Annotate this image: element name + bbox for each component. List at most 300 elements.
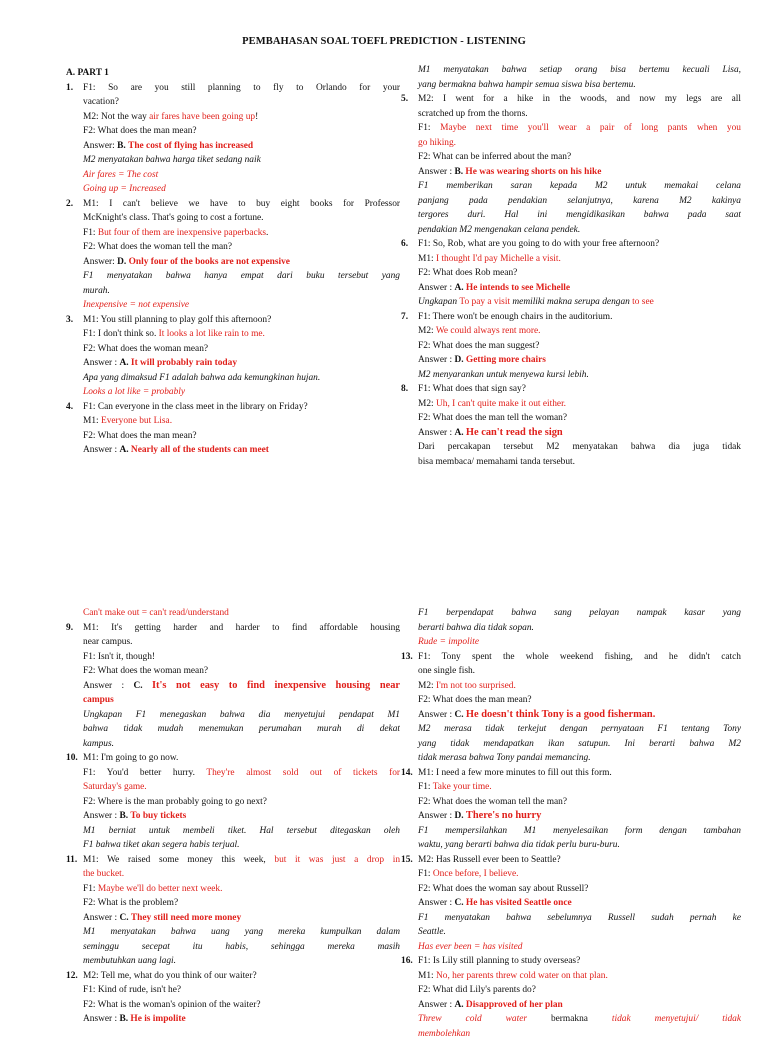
text-line (401, 795, 741, 810)
text-segment: He was wearing shorts on his hike (465, 167, 601, 177)
left-column-top (66, 66, 400, 458)
text-line (401, 998, 741, 1013)
question-number: 16. (401, 954, 418, 969)
line-text: F2: Where is the man probably going to go next? (83, 797, 267, 807)
text-line (401, 165, 741, 180)
question-number: 9. (66, 621, 83, 636)
line-text: membutuhkan uang lagi. (83, 956, 176, 966)
text-segment: M2: (418, 681, 436, 691)
text-segment: air fares have been going up (149, 112, 255, 122)
question-line (401, 954, 741, 969)
text-line (401, 266, 741, 281)
text-segment: Nearly all of the students can meet (131, 445, 269, 455)
line-text: M2: Tell me, what do you think of our waiter? (83, 971, 257, 981)
line-text: Air fares = The cost (83, 170, 158, 180)
text-line (66, 124, 400, 139)
text-line (401, 679, 741, 694)
line-text: F2: What does the man mean? (418, 695, 532, 705)
text-segment: Answer: (83, 141, 117, 151)
text-segment (143, 681, 152, 691)
text-line (66, 414, 400, 429)
text-segment: Answer : (418, 1000, 454, 1010)
text-segment: M2: Not the way (83, 112, 149, 122)
line-text: F2: What does Rob mean? (418, 268, 517, 278)
text-segment: F1: (418, 123, 440, 133)
text-segment: Take your time. (433, 782, 492, 792)
text-segment: A. (454, 283, 463, 293)
text-line (66, 95, 400, 110)
text-segment: C. (454, 710, 463, 720)
text-segment: M1: (418, 971, 436, 981)
line-text: Apa yang dimaksud F1 adalah bahwa ada kemungkinan hujan. (83, 373, 320, 383)
text-segment: Answer : (83, 358, 119, 368)
text-segment: He doesn't think Tony is a good fisherman. (466, 709, 655, 720)
text-segment: F1: (418, 782, 433, 792)
text-line (66, 327, 400, 342)
line-text: Ungkapan F1 menegaskan bahwa dia menyetujui pendapat M1 (83, 710, 400, 720)
line-text: F2: What is the problem? (83, 898, 178, 908)
text-segment: They're almost sold out of tickets for (206, 768, 400, 778)
line-text: the bucket. (83, 869, 124, 879)
text-segment: Everyone but Lisa. (101, 416, 172, 426)
text-line (66, 635, 400, 650)
line-text: Saturday's game. (83, 782, 147, 792)
text-segment: To buy tickets (130, 811, 186, 821)
text-line (401, 969, 741, 984)
line-text: F1 menyatakan bahwa hanya empat dari buku tersebut yang (83, 271, 400, 281)
right-column-top (401, 63, 741, 469)
question-line (66, 969, 400, 984)
line-text: F2: What can be inferred about the man? (418, 152, 571, 162)
text-segment: Answer : (83, 445, 119, 455)
line-text: vacation? (83, 97, 119, 107)
line-text: M2 menyarankan untuk menyewa kursi lebih. (418, 370, 589, 380)
question-number: 10. (66, 751, 83, 766)
question-line (401, 766, 741, 781)
text-segment: Answer : (418, 283, 454, 293)
line-text: berarti bahwa dia tidak sopan. (418, 623, 534, 633)
text-line (401, 911, 741, 926)
text-segment: Answer : (418, 811, 454, 821)
line-text: M2 menyatakan bahwa harga tiket sedang naik (83, 155, 261, 165)
line-text: kampus. (83, 739, 114, 749)
question-line (66, 197, 400, 212)
text-segment: I'm not too surprised. (436, 681, 516, 691)
text-segment: Answer : (418, 710, 454, 720)
line-text: F1: Tony spent the whole weekend fishing, and he didn't catch (418, 652, 741, 662)
text-line (66, 983, 400, 998)
text-segment: . (266, 228, 268, 238)
line-text: F1: There won't be enough chairs in the auditorium. (418, 312, 612, 322)
text-line (66, 211, 400, 226)
line-text: F2: What does the man mean? (83, 126, 197, 136)
question-line (66, 751, 400, 766)
line-text: M1: You still planning to play golf this afternoon? (83, 315, 271, 325)
line-text: go hiking. (418, 138, 456, 148)
question-number: 6. (401, 237, 418, 252)
text-line (66, 255, 400, 270)
text-line (66, 139, 400, 154)
text-segment: Answer : (83, 681, 134, 691)
text-line (66, 824, 400, 839)
text-line (66, 269, 400, 284)
text-line (66, 911, 400, 926)
right-column-bottom (401, 606, 741, 1041)
text-line (401, 940, 741, 955)
text-segment: B. (119, 1014, 128, 1024)
text-segment: Answer : (418, 167, 454, 177)
text-segment: There's no hurry (466, 810, 541, 821)
text-segment: He can't read the sign (466, 427, 563, 438)
text-segment: D. (454, 811, 463, 821)
text-segment: memiliki makna serupa dengan (510, 297, 632, 307)
question-line (401, 382, 741, 397)
line-text: seminggu secepat itu habis, sehingga mereka masih (83, 942, 400, 952)
text-line (401, 339, 741, 354)
text-line (401, 824, 741, 839)
text-segment: M1: (418, 254, 436, 264)
question-line (401, 853, 741, 868)
text-segment: They still need more money (131, 913, 241, 923)
question-line (66, 313, 400, 328)
line-text: F2: What does the woman tell the man? (83, 242, 232, 252)
text-segment: Once before, I believe. (433, 869, 519, 879)
text-line (401, 737, 741, 752)
text-segment: But four of them are inexpensive paperbacks (98, 228, 266, 238)
text-line (401, 107, 741, 122)
line-text: bahwa tidak mudah menemukan perumahan murah di dekat (83, 724, 400, 734)
text-line (401, 179, 741, 194)
text-segment: Only four of the books are not expensive (129, 257, 290, 267)
line-text: M1 menyatakan bahwa setiap orang bisa bertemu kecuali Lisa, (418, 65, 741, 75)
text-line (66, 240, 400, 255)
line-text: F1: So are you still planning to fly to Orlando for your (83, 83, 400, 93)
text-line (401, 208, 741, 223)
text-segment: Maybe we'll do better next week. (98, 884, 223, 894)
text-line (401, 368, 741, 383)
line-text: Looks a lot like = probably (83, 387, 185, 397)
text-segment: Answer : (83, 913, 119, 923)
text-segment: Disapproved of her plan (466, 1000, 563, 1010)
line-text: M1 berniat untuk membeli tiket. Hal tersebut ditegaskan oleh (83, 826, 400, 836)
text-segment: Answer : (418, 898, 454, 908)
text-segment: Ungkapan (418, 297, 459, 307)
line-text: scratched up from the thorns. (418, 109, 528, 119)
line-text: near campus. (83, 637, 132, 647)
text-segment: F1: You'd better hurry. (83, 768, 206, 778)
line-text: membolehkan (418, 1029, 470, 1039)
line-text: yang tidak mendapatkan ikan satupun. Ini berarti bahwa M2 (418, 739, 741, 749)
text-segment: bermakna (527, 1014, 612, 1024)
line-text: one single fish. (418, 666, 475, 676)
line-text: waktu, yang berarti bahwa dia tidak perlu buru-buru. (418, 840, 620, 850)
text-segment: M2: (418, 399, 436, 409)
text-line (66, 737, 400, 752)
text-segment: Answer : (83, 811, 119, 821)
line-text: Rude = impolite (418, 637, 479, 647)
text-line (66, 385, 400, 400)
text-line (66, 940, 400, 955)
text-line (401, 397, 741, 412)
line-text: F1: What does that sign say? (418, 384, 526, 394)
line-text: F1: Isn't it, though! (83, 652, 155, 662)
text-segment: D. (117, 257, 126, 267)
text-line (401, 455, 741, 470)
text-segment: Threw cold water (418, 1014, 527, 1024)
line-text: F1 bahwa tiket akan segera habis terjual. (83, 840, 240, 850)
text-segment: M1: (83, 416, 101, 426)
text-line (66, 153, 400, 168)
text-segment: Answer : (418, 428, 454, 438)
question-number: 4. (66, 400, 83, 415)
page-title: PEMBAHASAN SOAL TOEFL PREDICTION - LISTENING (0, 36, 768, 47)
text-line (401, 1012, 741, 1027)
text-line (401, 194, 741, 209)
text-line (401, 722, 741, 737)
text-line (66, 371, 400, 386)
question-number: 5. (401, 92, 418, 107)
text-segment: C. (134, 681, 143, 691)
line-text: F2: What is the woman's opinion of the waiter? (83, 1000, 261, 1010)
line-text: M2: I went for a hike in the woods, and now my legs are all (418, 94, 741, 104)
line-text: F1 berpendapat bahwa sang pelayan nampak kasar yang (418, 608, 741, 618)
left-column-bottom (66, 606, 400, 1027)
text-line (66, 226, 400, 241)
text-segment: He is impolite (130, 1014, 185, 1024)
text-line (66, 896, 400, 911)
line-text: Dari percakapan tersebut M2 menyatakan bahwa dia juga tidak (418, 442, 741, 452)
question-number: 12. (66, 969, 83, 984)
text-segment: He has visited Seattle once (466, 898, 572, 908)
text-line (401, 606, 741, 621)
line-text: F2: What does the woman mean? (83, 666, 208, 676)
text-segment: No, her parents threw cold water on that plan. (436, 971, 608, 981)
question-line (66, 621, 400, 636)
text-segment: M2: (418, 326, 436, 336)
text-segment: B. (119, 811, 128, 821)
text-line (401, 324, 741, 339)
text-line (401, 635, 741, 650)
line-text: tidak merasa bahwa Tony pandai memancing. (418, 753, 591, 763)
question-number: 2. (66, 197, 83, 212)
line-text: F1 memberikan saran kepada M2 untuk memakai celana (418, 181, 741, 191)
text-segment: It looks a lot like rain to me. (159, 329, 265, 339)
text-segment: F1: I don't think so. (83, 329, 159, 339)
text-line (66, 284, 400, 299)
text-line (66, 693, 400, 708)
text-line (66, 780, 400, 795)
text-line (401, 150, 741, 165)
line-text: M1 menyatakan bahwa uang yang mereka kumpulkan dalam (83, 927, 400, 937)
line-text: F2: What did Lily's parents do? (418, 985, 536, 995)
line-text: Inexpensive = not expensive (83, 300, 189, 310)
text-line (66, 182, 400, 197)
line-text: campus (83, 695, 114, 705)
text-line (66, 443, 400, 458)
line-text: M1: I can't believe we have to buy eight books for Professor (83, 199, 400, 209)
text-line (401, 252, 741, 267)
text-line (66, 110, 400, 125)
line-text: F1: Is Lily still planning to study overseas? (418, 956, 580, 966)
text-segment: I thought I'd pay Michelle a visit. (436, 254, 561, 264)
text-segment: Maybe next time you'll wear a pair of long pants when you (440, 123, 741, 133)
text-line (401, 693, 741, 708)
question-number: 15. (401, 853, 418, 868)
text-line (401, 1027, 741, 1041)
text-segment: The cost of flying has increased (128, 141, 253, 151)
text-segment: D. (454, 355, 463, 365)
text-segment: Answer: (83, 257, 117, 267)
question-number: 7. (401, 310, 418, 325)
text-line (401, 708, 741, 723)
text-line (66, 664, 400, 679)
text-line (401, 353, 741, 368)
question-line (401, 237, 741, 252)
text-line (66, 708, 400, 723)
text-line (401, 78, 741, 93)
text-line (66, 867, 400, 882)
text-segment: B. (454, 167, 463, 177)
text-line (66, 1012, 400, 1027)
text-line (66, 722, 400, 737)
line-text: F2: What does the woman say about Russell? (418, 884, 588, 894)
line-text: F1 menyatakan bahwa sebelumnya Russell sudah pernah ke (418, 913, 741, 923)
line-text: F2: What does the man mean? (83, 431, 197, 441)
question-number: 13. (401, 650, 418, 665)
text-line (401, 121, 741, 136)
text-segment: A. (119, 358, 128, 368)
line-text: pendakian M2 mengenakan celana pendek. (418, 225, 580, 235)
question-line (66, 400, 400, 415)
text-line (401, 223, 741, 238)
text-line (66, 429, 400, 444)
text-segment: A. (119, 445, 128, 455)
question-line (401, 92, 741, 107)
text-line (66, 809, 400, 824)
text-line (66, 998, 400, 1013)
text-segment: We could always rent more. (436, 326, 541, 336)
question-number: 11. (66, 853, 83, 868)
question-line (401, 650, 741, 665)
text-segment: Getting more chairs (466, 355, 546, 365)
text-segment: F1: (83, 884, 98, 894)
question-number: 1. (66, 81, 83, 96)
line-text: M2: Has Russell ever been to Seattle? (418, 855, 561, 865)
question-number: 8. (401, 382, 418, 397)
text-segment: A. (454, 1000, 463, 1010)
text-line (401, 411, 741, 426)
text-line (66, 298, 400, 313)
text-segment: A. (454, 428, 463, 438)
text-line (66, 766, 400, 781)
question-number: 14. (401, 766, 418, 781)
question-line (401, 310, 741, 325)
line-text: F1: So, Rob, what are you going to do with your free afternoon? (418, 239, 659, 249)
text-segment: It's not easy to find inexpensive housing near (152, 680, 400, 691)
line-text: M2 merasa tidak terkejut dengan pernyataan F1 tentang Tony (418, 724, 741, 734)
text-line (401, 63, 741, 78)
line-text: Can't make out = can't read/understand (83, 608, 229, 618)
text-line (401, 664, 741, 679)
text-line (401, 281, 741, 296)
line-text: F2: What does the woman mean? (83, 344, 208, 354)
text-segment: Uh, I can't quite make it out either. (436, 399, 566, 409)
question-line (66, 81, 400, 96)
question-line (66, 853, 400, 868)
text-segment: C. (119, 913, 128, 923)
line-text: M1: I'm going to go now. (83, 753, 178, 763)
line-text: tergores duri. Hal ini mengidikasikan bahwa pada saat (418, 210, 741, 220)
line-text: yang bermakna bahwa hampir semua siswa bisa bertemu. (418, 80, 636, 90)
line-text: bisa membaca/ memahami tanda tersebut. (418, 457, 575, 467)
question-number: 3. (66, 313, 83, 328)
line-text: murah. (83, 286, 110, 296)
line-text: F1 mempersilahkan M1 menyelesaikan form dengan tambahan (418, 826, 741, 836)
text-line (401, 867, 741, 882)
text-line (401, 440, 741, 455)
text-line (401, 809, 741, 824)
line-text: M1: I need a few more minutes to fill out this form. (418, 768, 612, 778)
text-segment: It will probably rain today (131, 358, 237, 368)
text-line (66, 650, 400, 665)
text-line (401, 896, 741, 911)
text-segment: Answer : (83, 1014, 119, 1024)
line-text: Has ever been = has visited (418, 942, 522, 952)
text-line (401, 426, 741, 441)
text-line (401, 295, 741, 310)
text-segment: tidak menyetujui/ tidak (612, 1014, 741, 1024)
text-line (66, 925, 400, 940)
line-text: Going up = Increased (83, 184, 166, 194)
line-text: Seattle. (418, 927, 446, 937)
text-line (401, 882, 741, 897)
text-line (401, 983, 741, 998)
text-segment: C. (454, 898, 463, 908)
line-text: M1: It's getting harder and harder to find affordable housing (83, 623, 400, 633)
line-text: F1: Can everyone in the class meet in the library on Friday? (83, 402, 308, 412)
line-text: A. PART 1 (66, 68, 109, 78)
line-text: panjang pada pendakian selanjutnya, karena M2 kakinya (418, 196, 741, 206)
text-segment: B. (117, 141, 126, 151)
text-line (66, 882, 400, 897)
line-text: F2: What does the woman tell the man? (418, 797, 567, 807)
text-segment: To pay a visit (459, 297, 510, 307)
text-segment: He intends to see Michelle (466, 283, 570, 293)
text-line (66, 356, 400, 371)
text-line (401, 136, 741, 151)
text-line (66, 342, 400, 357)
text-line (66, 679, 400, 694)
line-text: McKnight's class. That's going to cost a fortune. (83, 213, 264, 223)
text-line (66, 795, 400, 810)
text-segment: M1: We raised some money this week, (83, 855, 274, 865)
line-text: F2: What does the man suggest? (418, 341, 539, 351)
text-line (401, 838, 741, 853)
line-text: F1: Kind of rude, isn't he? (83, 985, 181, 995)
text-line (401, 925, 741, 940)
text-line (66, 954, 400, 969)
section-heading (66, 66, 400, 81)
line-text: F2: What does the man tell the woman? (418, 413, 567, 423)
text-segment: ! (255, 112, 258, 122)
text-line (66, 838, 400, 853)
text-segment: Answer : (418, 355, 454, 365)
text-segment: but it was just a drop in (274, 855, 400, 865)
text-line (66, 606, 400, 621)
text-line (401, 621, 741, 636)
text-segment: F1: (83, 228, 98, 238)
text-segment: to see (632, 297, 654, 307)
